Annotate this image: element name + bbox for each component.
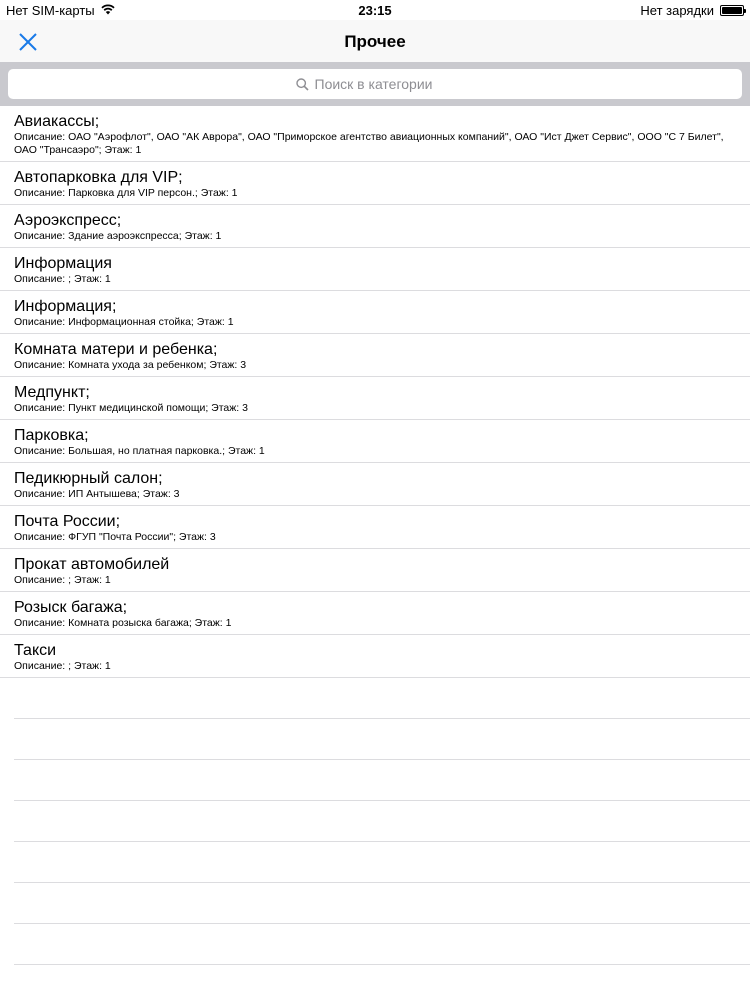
battery-group — [640, 3, 744, 18]
list-item[interactable] — [0, 420, 750, 463]
status-bar — [0, 0, 750, 20]
item-description: Описание: Парковка для VIP персон.; Этаж: 1 — [14, 187, 238, 199]
item-description: Описание: Большая, но платная парковка.; Этаж: 1 — [14, 445, 265, 457]
item-title: Комната матери и ребенка; — [14, 341, 218, 358]
empty-row — [14, 842, 750, 883]
item-description: Описание: ОАО "Аэрофлот", ОАО "АК Аврора", ОАО "Приморское агентство авиационных компаний", ОАО "Ист Джет Сервис", ООО "С 7 Билет", ОАО "Трансаэро"; Этаж: 1 — [14, 131, 724, 156]
item-title: Авиакассы; — [14, 113, 100, 130]
list-item[interactable] — [0, 106, 750, 162]
item-description: Описание: Комната ухода за ребенком; Этаж: 3 — [14, 359, 247, 371]
empty-row — [14, 965, 750, 1000]
empty-row — [14, 924, 750, 965]
list-item[interactable] — [0, 506, 750, 549]
search-field[interactable] — [8, 69, 742, 99]
empty-row — [14, 760, 750, 801]
list-item[interactable] — [0, 334, 750, 377]
page-title: Прочее — [344, 32, 406, 51]
item-title: Почта России; — [14, 513, 121, 530]
item-description: Описание: ; Этаж: 1 — [14, 574, 111, 586]
charging-label: Нет зарядки — [640, 3, 714, 18]
item-title: Розыск багажа; — [14, 599, 128, 616]
item-title: Информация — [14, 255, 112, 272]
empty-row — [14, 883, 750, 924]
search-input[interactable] — [315, 76, 455, 92]
item-title: Автопарковка для VIP; — [14, 169, 183, 186]
list-item[interactable] — [0, 248, 750, 291]
empty-row — [14, 678, 750, 719]
item-description: Описание: Пункт медицинской помощи; Этаж: 3 — [14, 402, 248, 414]
search-icon — [296, 78, 309, 91]
list-item[interactable] — [0, 549, 750, 592]
item-title: Медпункт; — [14, 384, 90, 401]
item-title: Педикюрный салон; — [14, 470, 163, 487]
list-item[interactable] — [0, 205, 750, 248]
item-title: Прокат автомобилей — [14, 556, 170, 573]
item-description: Описание: ; Этаж: 1 — [14, 273, 111, 285]
battery-icon — [720, 5, 744, 16]
list-item[interactable] — [0, 377, 750, 420]
list-item[interactable] — [0, 463, 750, 506]
item-title: Информация; — [14, 298, 117, 315]
item-title: Парковка; — [14, 427, 89, 444]
category-list — [0, 106, 750, 1000]
item-description: Описание: ; Этаж: 1 — [14, 660, 111, 672]
item-description: Описание: ИП Антышева; Этаж: 3 — [14, 488, 180, 500]
carrier-label: Нет SIM-карты — [6, 3, 95, 18]
item-description: Описание: Комната розыска багажа; Этаж: 1 — [14, 617, 232, 629]
list-item[interactable] — [0, 592, 750, 635]
item-title: Аэроэкспресс; — [14, 212, 122, 229]
item-description: Описание: Здание аэроэкспресса; Этаж: 1 — [14, 230, 222, 242]
search-bar — [0, 62, 750, 106]
empty-row — [14, 801, 750, 842]
list-item[interactable] — [0, 635, 750, 678]
list-item[interactable] — [0, 162, 750, 205]
navigation-bar — [0, 20, 750, 62]
status-time: 23:15 — [358, 3, 392, 18]
list-item[interactable] — [0, 291, 750, 334]
item-description: Описание: Информационная стойка; Этаж: 1 — [14, 316, 234, 328]
item-description: Описание: ФГУП "Почта России"; Этаж: 3 — [14, 531, 216, 543]
item-title: Такси — [14, 642, 57, 659]
empty-row — [14, 719, 750, 760]
